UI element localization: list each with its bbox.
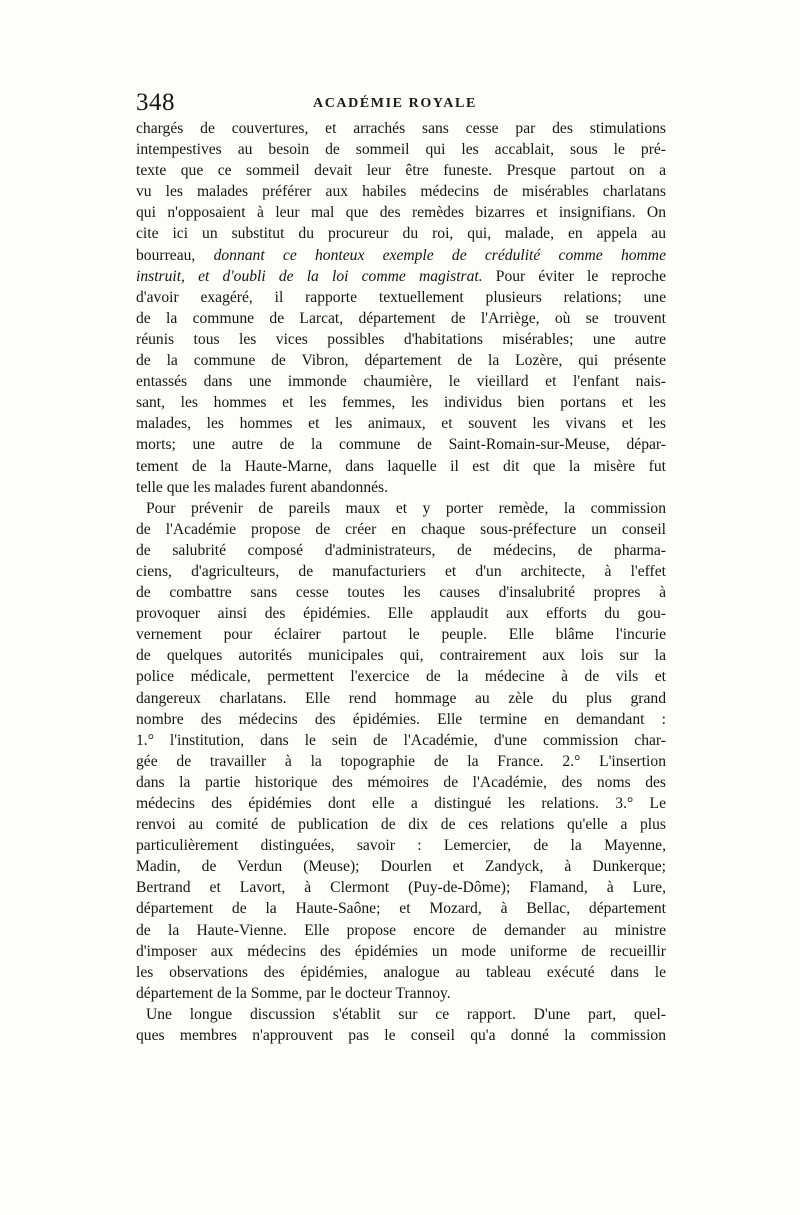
line-text: ciens, d'agriculteurs, de manufacturiers et d'un architecte, à l'effet	[136, 562, 666, 580]
text-line	[136, 160, 666, 181]
line-text: de combattre sans cesse toutes les causes d'insalubrité propres à	[136, 584, 666, 602]
text-line	[136, 223, 666, 244]
line-text: cite ici un substitut du procureur du roi, qui, malade, en appela au	[136, 225, 666, 243]
text-line	[136, 287, 666, 308]
line-text: nombre des médecins des épidémies. Elle termine en demandant :	[136, 710, 666, 728]
text-line	[136, 603, 666, 624]
text-line	[136, 709, 666, 730]
line-text-roman: Pour éviter le reproche	[482, 267, 666, 285]
text-line	[136, 983, 666, 1004]
text-line	[136, 666, 666, 687]
line-text: entassés dans une immonde chaumière, le vieillard et l'enfant nais-	[136, 373, 666, 391]
text-line	[136, 308, 666, 329]
text-line	[136, 814, 666, 835]
text-line	[136, 202, 666, 223]
line-text: dans la partie historique des mémoires de l'Académie, des noms des	[136, 773, 666, 791]
line-text: provoquer ainsi des épidémies. Elle applaudit aux efforts du gou-	[136, 605, 666, 623]
line-text: qui n'opposaient à leur mal que des remèdes bizarres et insignifians. On	[136, 204, 666, 222]
text-line	[136, 181, 666, 202]
page-number: 348	[136, 89, 175, 116]
line-text: vu les malades préférer aux habiles médecins de misérables charlatans	[136, 183, 666, 201]
line-text: telle que les malades furent abandonnés.	[136, 478, 389, 496]
line-text: de quelques autorités municipales qui, contrairement aux lois sur la	[136, 647, 666, 665]
line-text: de la Haute-Vienne. Elle propose encore de demander au ministre	[136, 921, 666, 939]
text-line	[136, 498, 666, 519]
text-line	[136, 245, 666, 266]
text-line	[136, 477, 666, 498]
line-text: tement de la Haute-Marne, dans laquelle il est dit que la misère fut	[136, 457, 666, 475]
text-line	[136, 371, 666, 392]
line-text: d'avoir exagéré, il rapporte textuellement plusieurs relations; une	[136, 288, 666, 306]
text-line	[136, 540, 666, 561]
line-text: dangereux charlatans. Elle rend hommage au zèle du plus grand	[136, 689, 666, 707]
text-line	[136, 645, 666, 666]
line-text: département de la Somme, par le docteur Trannoy.	[136, 984, 451, 1002]
line-text: de la commune de Vibron, département de la Lozère, qui présente	[136, 352, 666, 370]
text-line	[136, 1025, 666, 1046]
line-text: Madin, de Verdun (Meuse); Dourlen et Zandyck, à Dunkerque;	[136, 858, 666, 876]
line-text: morts; une autre de la commune de Saint-Romain-sur-Meuse, dépar-	[136, 436, 666, 454]
line-text-roman: bourreau,	[136, 246, 214, 264]
line-text: de la commune de Larcat, département de l'Arriège, où se trouvent	[136, 309, 666, 327]
text-line	[136, 772, 666, 793]
text-line	[136, 898, 666, 919]
text-line	[136, 392, 666, 413]
text-line	[136, 350, 666, 371]
line-text-italic: donnant ce honteux exemple de crédulité comme homme	[213, 246, 666, 264]
line-text: particulièrement distinguées, savoir : Lemercier, de la Mayenne,	[136, 837, 666, 855]
text-line	[136, 561, 666, 582]
line-text: intempestives au besoin de sommeil qui les accablait, sous le pré-	[136, 141, 666, 159]
text-line	[136, 877, 666, 898]
line-text: police médicale, permettent l'exercice de la médecine à de vils et	[136, 668, 666, 686]
line-text: renvoi au comité de publication de dix de ces relations qu'elle a plus	[136, 816, 666, 834]
line-text: d'imposer aux médecins des épidémies un mode uniforme de recueillir	[136, 942, 666, 960]
line-text: Pour prévenir de pareils maux et y porter remède, la commission	[146, 499, 666, 517]
line-text: 1.° l'institution, dans le sein de l'Académie, d'une commission char-	[136, 731, 666, 749]
text-line	[136, 688, 666, 709]
line-text: vernement pour éclairer partout le peuple. Elle blâme l'incurie	[136, 626, 666, 644]
body-text	[136, 118, 666, 1046]
text-line	[136, 413, 666, 434]
line-text: réunis tous les vices possibles d'habitations misérables; une autre	[136, 330, 666, 348]
text-line	[136, 118, 666, 139]
text-line	[136, 1004, 666, 1025]
line-text: texte que ce sommeil devait leur être funeste. Presque partout on a	[136, 162, 666, 180]
text-line	[136, 434, 666, 455]
text-line	[136, 582, 666, 603]
text-line	[136, 329, 666, 350]
text-line	[136, 730, 666, 751]
line-text: chargés de couvertures, et arrachés sans cesse par des stimulations	[136, 120, 666, 137]
line-text: Bertrand et Lavort, à Clermont (Puy-de-Dôme); Flamand, à Lure,	[136, 879, 666, 897]
text-line	[136, 139, 666, 160]
text-line	[136, 751, 666, 772]
running-title: ACADÉMIE ROYALE	[313, 96, 477, 111]
text-line	[136, 856, 666, 877]
line-text: médecins des épidémies dont elle a distingué les relations. 3.° Le	[136, 795, 666, 812]
line-text: département de la Haute-Saône; et Mozard, à Bellac, département	[136, 900, 666, 918]
text-line	[136, 266, 666, 287]
line-text: malades, les hommes et les animaux, et souvent les vivans et les	[136, 415, 666, 433]
line-text: les observations des épidémies, analogue au tableau exécuté dans le	[136, 963, 666, 981]
text-line	[136, 519, 666, 540]
text-line	[136, 941, 666, 962]
line-text: de salubrité composé d'administrateurs, de médecins, de pharma-	[136, 541, 666, 559]
text-line	[136, 920, 666, 941]
text-line	[136, 835, 666, 856]
text-line	[136, 624, 666, 645]
line-text-italic: instruit, et d'oubli de la loi comme magistrat.	[136, 267, 483, 285]
text-line	[136, 793, 666, 814]
line-text: ques membres n'approuvent pas le conseil qu'a donné la commission	[136, 1027, 666, 1045]
text-line	[136, 962, 666, 983]
line-text: sant, les hommes et les femmes, les individus bien portans et les	[136, 394, 666, 412]
page-header	[136, 90, 666, 116]
text-line	[136, 456, 666, 477]
line-text: de l'Académie propose de créer en chaque sous-préfecture un conseil	[136, 520, 666, 538]
line-text: Une longue discussion s'établit sur ce rapport. D'une part, quel-	[146, 1005, 666, 1023]
line-text: gée de travailler à la topographie de la France. 2.° L'insertion	[136, 752, 666, 770]
